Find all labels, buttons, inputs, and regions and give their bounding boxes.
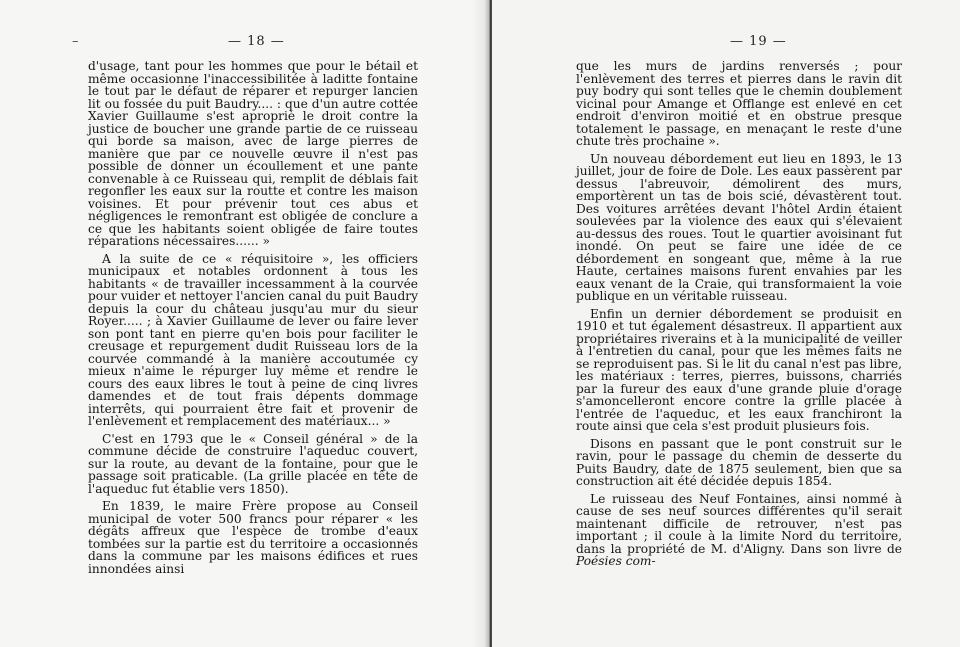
margin-mark: – [72,34,79,49]
paragraph-text: Le ruisseau des Neuf Fontaines, ainsi nommé à cause de ses neuf sources différentes qu'il serait maintenant difficile de retrouver, n'est pas important ; il coule à la limite Nord du territoire, dans la propriété de M. d'Aligny. Dans son livre de [576,491,902,556]
paragraph: A la suite de ce « réquisitoire », les officiers municipaux et notables ordonnent à tous les habitants « de travailler incessamment à la courvée pour vuider et nettoyer l'ancien canal du puit Baudry depuis la cour du château jusqu'au mur du sieur Royer..... ; à Xavier Guillaume de lever ou faire lever son pont tant en pierre qu'en bois pour faciliter le creusage et repurgement dudit Ruisseau lors de la courvée commandé à la manière accoutumée cy mieux n'aime le répurger luy même et rendre le cours des eaux libres le tout à peine de cinq livres damendes et de tout frais dépents dommage interrêts, qui pourraient être fait et provenir de l'enlèvement et remplacement des matériaux... » [88,251,418,428]
paragraph: Un nouveau débordement eut lieu en 1893, le 13 juillet, jour de foire de Dole. Les eaux passèrent par dessus l'abreuvoir, démolirent des murs, emportèrent un tas de bois scié, dévastèrent tout. Des voitures arrêtées devant l'hôtel Ardin étaient soulevées par la violence des eaux qui s'élevaient au-dessus des roues. Tout le quartier avoisinant fut inondé. On peut se faire une idée de ce débordement en songeant que, même à la rue Haute, certaines maisons furent envahies par les eaux venant de la Craie, qui transformaient la voie publique en un véritable ruisseau. [576,151,902,303]
right-page [492,0,960,647]
page-body [576,60,902,573]
paragraph-last [576,493,902,568]
paragraph: que les murs de jardins renversés ; pour l'enlèvement des terres et pierres dans le ravin dit puy bodry qui sont telles que le chemin doublement vicinal pour Amange et Offlange est enlevé en cet endroit d'environ moitié et en obstrue presque totalement le passage, en menaçant le reste d'une chute très prochaine ». [576,59,902,148]
page-number: — 18 — [228,34,285,49]
paragraph: d'usage, tant pour les hommes que pour le bétail et même occasionne l'inaccessibilitée à laditte fontaine le tout par le défaut de réparer et repurger lancien lit ou fossée du puit Baudry.... : que d'un autre cottée Xavier Guillaume s'est apropriè le droit contre la justice de boucher une grande partie de ce ruisseau qui borde sa maison, avec de large pierres de manière que par ce nouvelle œuvre il n'est pas possible de donner un écoullement et une pante convenable à ce Ruisseau qui, remplit de déblais fait regonfler les eaux sur la routte et contre les maison voisines. Et pour prévenir tout ces abus et négligences le remontrant est obligée de conclure a ce que les habitants soient obligée de faire toutes réparations nécessaires...... » [88,59,418,248]
page-number: — 19 — [730,34,787,49]
italic-title: Poésies com- [576,554,656,568]
paragraph: En 1839, le maire Frère propose au Conseil municipal de voter 500 francs pour réparer « les dégâts affreux que l'espèce de trombe d'eaux tombées sur la partie est du territoire a occasionnés dans la commune par les maisons édifices et rues innondées ainsi [88,499,418,576]
page-body [88,60,418,580]
paragraph: Enfin un dernier débordement se produisit en 1910 et tut également désastreux. Il appartient aux propriétaires riverains et à la municipalité de veiller à l'entretien du canal, pour que les mêmes faits ne se reproduisent pas. Si le lit du canal n'est pas libre, les matériaux : terres, pierres, buissons, charriés par la fureur des eaux d'une grande pluie d'orage s'amoncelleront encore contre la grille placée à l'entrée de l'aqueduc, et les eaux franchiront la route ainsi que cela s'est produit plusieurs fois. [576,306,902,433]
paragraph: Disons en passant que le pont construit sur le ravin, pour le passage du chemin de desserte du Puits Baudry, date de 1875 seulement, bien que sa construction ait été décidée depuis 1854. [576,436,902,488]
paragraph: C'est en 1793 que le « Conseil général » de la commune décide de construire l'aqueduc couvert, sur la route, au devant de la fontaine, pour que le passage soit praticable. (La grille placée en tête de l'aqueduc fut établie vers 1850). [88,431,418,496]
